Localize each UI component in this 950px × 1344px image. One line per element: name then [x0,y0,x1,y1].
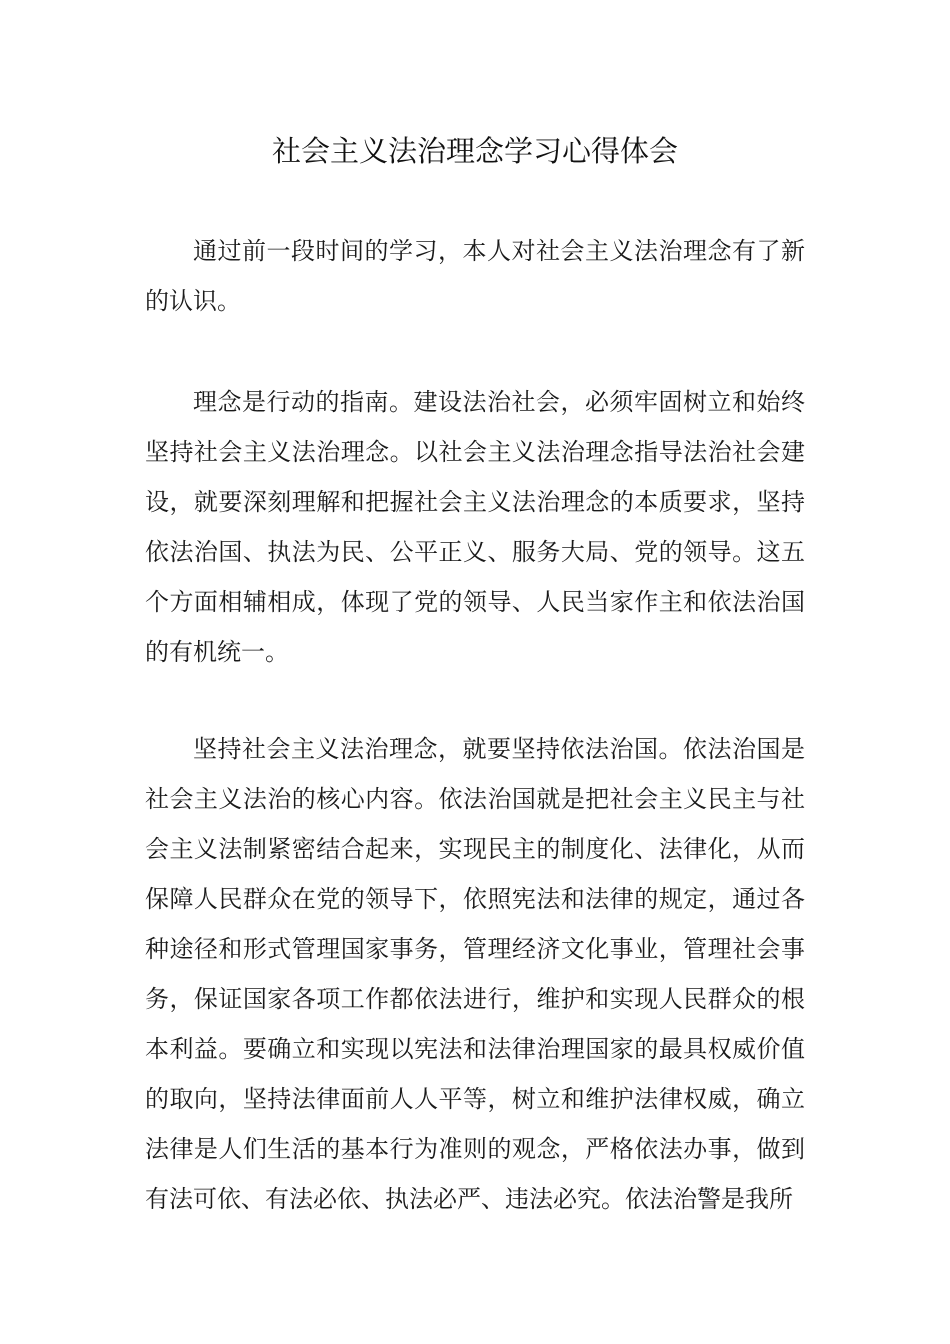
paragraph-rule-of-law: 坚持社会主义法治理念，就要坚持依法治国。依法治国是社会主义法治的核心内容。依法治国就是把社会主义民主与社会主义法制紧密结合起来，实现民主的制度化、法律化，从而保障人民群众在党的领导下，依照宪法和法律的规定，通过各种途径和形式管理国家事务，管理经济文化事业，管理社会事务，保证国家各项工作都依法进行，维护和实现人民群众的根本利益。要确立和实现以宪法和法律治理国家的最具权威价值的取向，坚持法律面前人人平等，树立和维护法律权威，确立法律是人们生活的基本行为准则的观念，严格依法办事，做到有法可依、有法必依、执法必严、违法必究。依法治警是我所 [145,735,805,1213]
paragraph-intro: 通过前一段时间的学习，本人对社会主义法治理念有了新的认识。 [145,237,805,315]
document-title: 社会主义法治理念学习心得体会 [271,134,678,168]
paragraph-concept: 理念是行动的指南。建设法治社会，必须牢固树立和始终坚持社会主义法治理念。以社会主义法治理念指导法治社会建设，就要深刻理解和把握社会主义法治理念的本质要求，坚持依法治国、执法为民、公平正义、服务大局、党的领导。这五个方面相辅相成，体现了党的领导、人民当家作主和依法治国的有机统一。 [145,388,805,666]
